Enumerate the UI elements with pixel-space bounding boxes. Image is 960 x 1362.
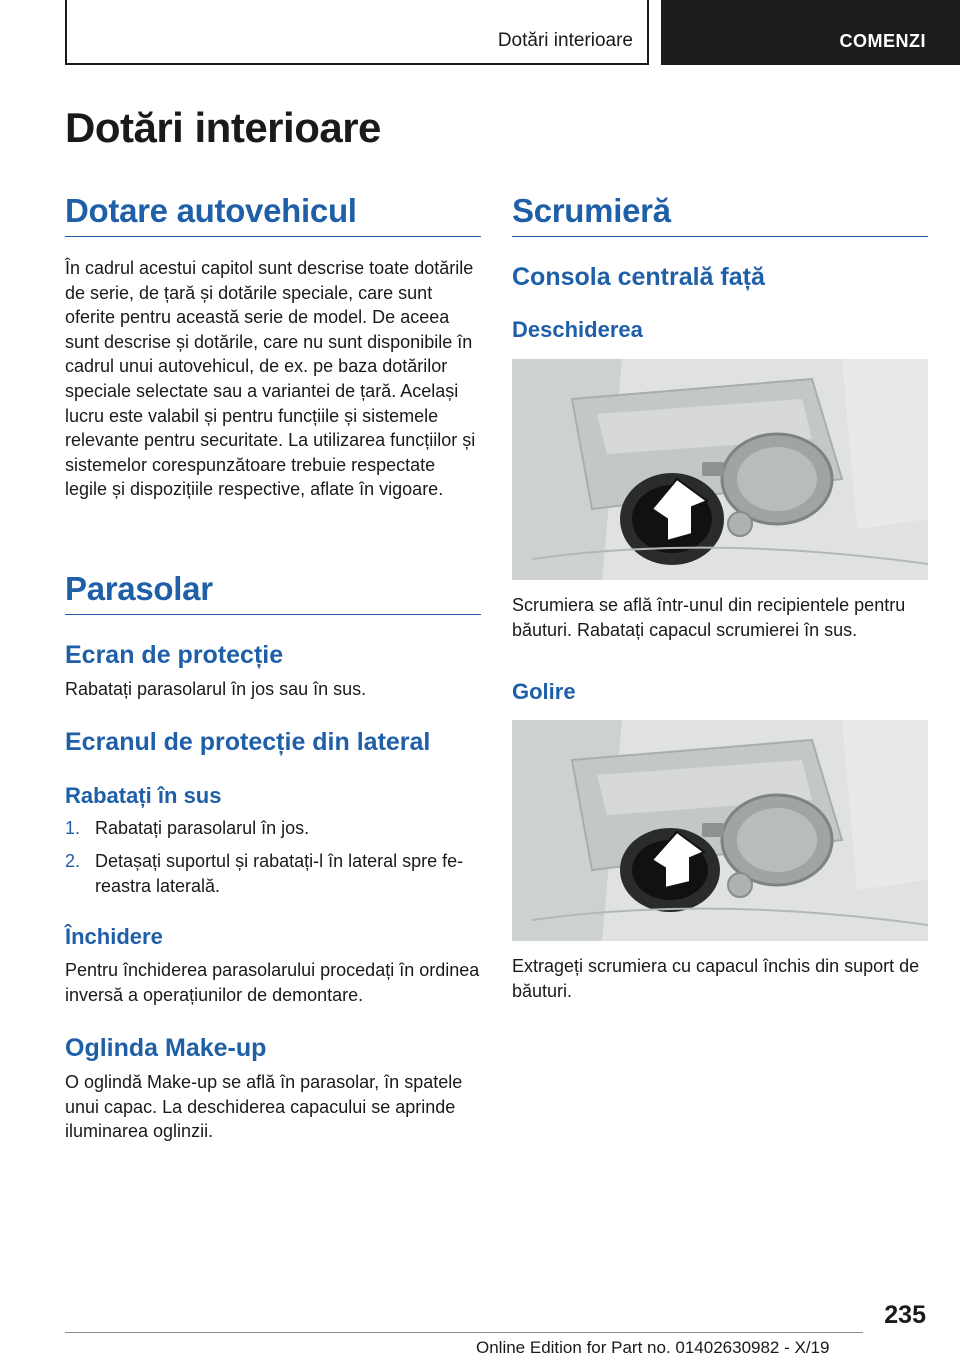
list-item [65,849,481,898]
header-chapter-tab [661,0,960,65]
page-number: 235 [884,1301,926,1329]
header-section-title: Dotări interioare [497,30,633,51]
heading-golire: Golire [512,679,576,704]
heading-consola-centrala: Consola centrală față [512,263,765,291]
list-item-text: Rabatați parasolarul în jos. [95,818,310,838]
heading-parasolar: Parasolar [65,570,481,615]
ashtray-remove-photo [512,720,928,941]
inchidere-paragraph: Pentru închiderea parasolarului procedați în ordinea inversă a operațiunilor de demontare. [65,960,480,1005]
oglinda-paragraph: O oglindă Make-up se află în parasolar, în spatele unui capac. La deschiderea capacului se aprinde iluminarea oglinzii. [65,1072,463,1142]
heading-scrumiera: Scrumieră [512,192,928,237]
golire-paragraph: Extrageți scrumiera cu capacul închis din suport de băuturi. [512,956,920,1001]
ashtray-remove-illustration [512,720,928,941]
list-item-number: 2. [65,851,81,871]
deschiderea-paragraph: Scrumiera se află într-unul din recipientele pentru băuturi. Rabatați capacul scrumierei în sus. [512,595,906,640]
list-item-number: 1. [65,818,81,838]
heading-dotare-autovehicul: Dotare autovehicul [65,192,481,237]
footer-edition: Online Edition for Part no. 01402630982 - X/19 [476,1338,830,1357]
heading-deschiderea: Deschiderea [512,317,643,342]
ashtray-open-illustration [512,359,928,580]
header-chapter-label: COMENZI [839,31,926,51]
page-title: Dotări interioare [65,104,381,151]
heading-ecran-de-protectie: Ecran de protecție [65,641,284,669]
header-section-box [65,0,649,65]
ecran-paragraph: Rabatați parasolarul în jos sau în sus. [65,679,367,699]
heading-inchidere: Închidere [65,924,163,949]
list-item-text: Detașați suportul și rabatați-l în lateral spre fereastra laterală. [95,851,464,896]
list-item [65,816,481,841]
heading-rabatati-in-sus: Rabatați în sus [65,783,222,808]
heading-ecran-lateral: Ecranul de protecție din lateral [65,728,431,756]
dotare-paragraph: În cadrul acestui capitol sunt descrise toate dotările de serie, de țară și dotările speciale, care sunt oferite pentru această serie de model. De aceea sunt descrise și dotările, care nu sunt disponibile în cadrul unui autovehicul, de ex. pe baza dotărilor speciale selectate sau a variantei de țară. Același lucru este valabil și pentru funcțiile și sistemele relevante pentru securitate. La utilizarea funcțiilor și sistemelor corespunzătoare trebuie respectate legile și dispozițiile respective, aflate în vigoare. [65,258,476,500]
ashtray-open-photo [512,359,928,580]
footer-divider [65,1332,863,1333]
heading-oglinda-make-up: Oglinda Make-up [65,1034,267,1062]
